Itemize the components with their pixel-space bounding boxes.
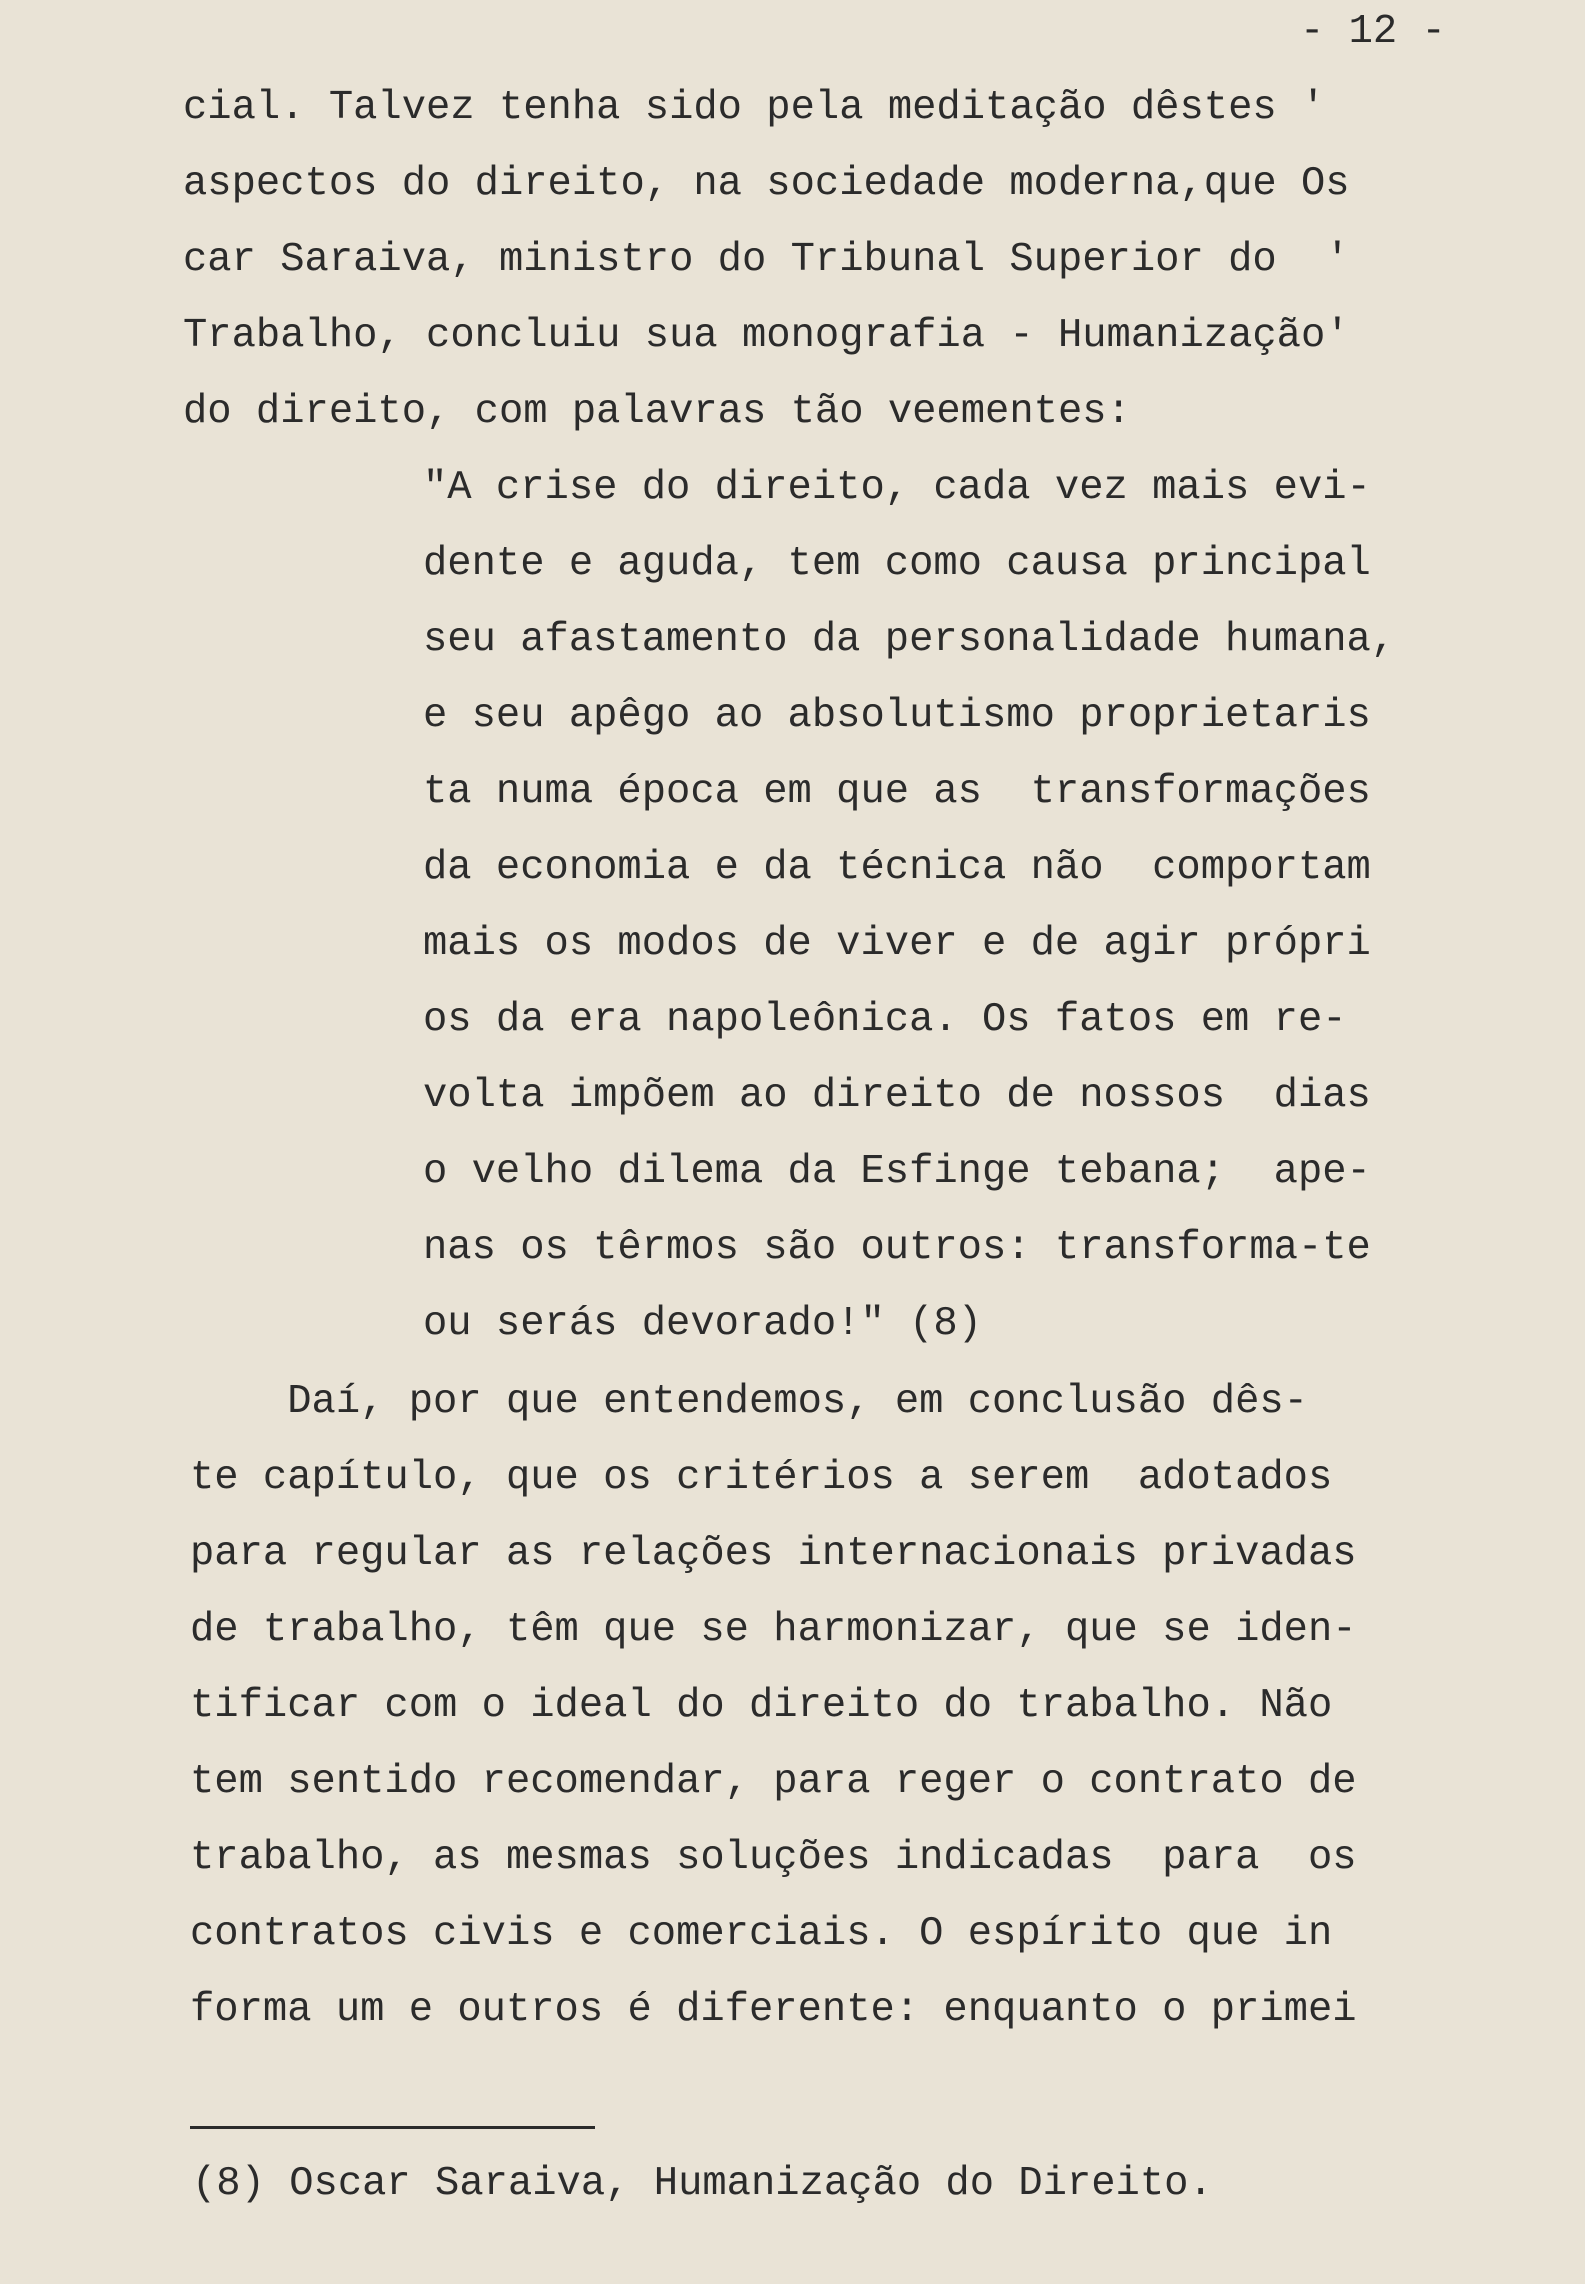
paragraph-line: tificar com o ideal do direito do trabalho. Não (190, 1683, 1333, 1729)
quote-line: e seu apêgo ao absolutismo proprietaris (423, 693, 1371, 739)
body-line: Trabalho, concluiu sua monografia - Humanização' (183, 313, 1350, 359)
paragraph-line: tem sentido recomendar, para reger o contrato de (190, 1759, 1357, 1805)
quote-line: dente e aguda, tem como causa principal (423, 541, 1371, 587)
paragraph-line: te capítulo, que os critérios a serem adotados (190, 1455, 1333, 1501)
quote-line: nas os têrmos são outros: transforma-te (423, 1225, 1371, 1271)
paragraph-line: para regular as relações internacionais privadas (190, 1531, 1357, 1577)
paragraph-line: contratos civis e comerciais. O espírito que in (190, 1911, 1333, 1957)
footnote-divider (190, 2126, 595, 2129)
quote-line: ou serás devorado!" (8) (423, 1301, 982, 1347)
body-line: car Saraiva, ministro do Tribunal Superior do ' (183, 237, 1350, 283)
quote-line: ta numa época em que as transformações (423, 769, 1371, 815)
quote-line: seu afastamento da personalidade humana, (423, 617, 1396, 663)
page-number: - 12 - (1300, 9, 1446, 55)
quote-line: volta impõem ao direito de nossos dias (423, 1073, 1371, 1119)
quote-line: mais os modos de viver e de agir própri (423, 921, 1371, 967)
quote-line: da economia e da técnica não comportam (423, 845, 1371, 891)
paragraph-line: forma um e outros é diferente: enquanto o primei (190, 1987, 1357, 2033)
paragraph-line: trabalho, as mesmas soluções indicadas para os (190, 1835, 1357, 1881)
quote-line: o velho dilema da Esfinge tebana; ape- (423, 1149, 1371, 1195)
body-line: do direito, com palavras tão veementes: (183, 389, 1131, 435)
body-line: cial. Talvez tenha sido pela meditação dêstes ' (183, 85, 1326, 131)
paragraph-line: de trabalho, têm que se harmonizar, que se iden- (190, 1607, 1357, 1653)
quote-line: "A crise do direito, cada vez mais evi- (423, 465, 1371, 511)
quote-line: os da era napoleônica. Os fatos em re- (423, 997, 1347, 1043)
body-line: aspectos do direito, na sociedade moderna,que Os (183, 161, 1350, 207)
paragraph-line: Daí, por que entendemos, em conclusão dês- (190, 1379, 1308, 1425)
footnote: (8) Oscar Saraiva, Humanização do Direito. (192, 2161, 1213, 2207)
